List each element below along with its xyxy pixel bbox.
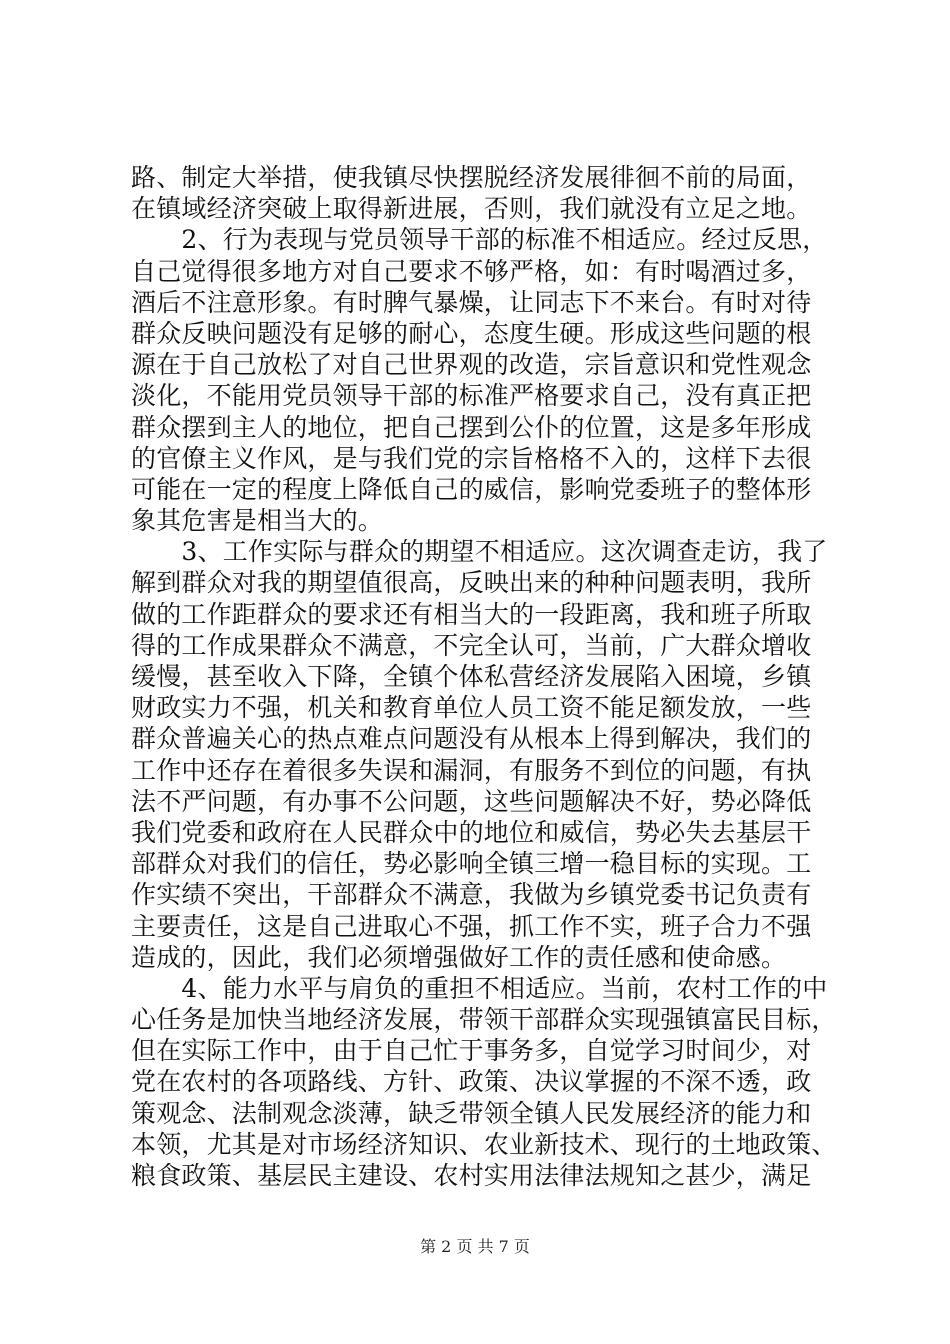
document-body: [131, 162, 837, 1191]
text-line: 源在于自己放松了对自己世界观的改造，宗旨意识和党性观念: [131, 350, 812, 380]
page-number-footer: 第 2 页 共 7 页: [420, 1237, 530, 1256]
text-line: 的官僚主义作风，是与我们党的宗旨格格不入的，这样下去很: [131, 443, 812, 473]
text-line: 3、工作实际与群众的期望不相适应。这次调查走访，我了: [131, 537, 828, 567]
text-line: 但在实际工作中，由于自己忙于事务多，自觉学习时间少，对: [131, 1036, 812, 1066]
text-line: 自己觉得很多地方对自己要求不够严格，如：有时喝酒过多，: [131, 256, 812, 286]
text-line: 策观念、法制观念淡薄，缺乏带领全镇人民发展经济的能力和: [131, 1098, 812, 1128]
text-line: 党在农村的各项路线、方针、政策、决议掌握的不深不透，政: [131, 1067, 812, 1097]
text-line: 解到群众对我的期望值很高，反映出来的种种问题表明，我所: [131, 568, 812, 598]
text-line: 得的工作成果群众不满意，不完全认可，当前，广大群众增收: [131, 630, 812, 660]
text-line: 路、制定大举措，使我镇尽快摆脱经济发展徘徊不前的局面，: [131, 163, 812, 192]
text-line: 作实绩不突出，干部群众不满意，我做为乡镇党委书记负责有: [131, 880, 812, 910]
text-line: 本领，尤其是对市场经济知识、农业新技术、现行的土地政策、: [131, 1129, 837, 1159]
text-line: 工作中还存在着很多失误和漏洞，有服务不到位的问题，有执: [131, 755, 812, 785]
text-line: 粮食政策、基层民主建设、农村实用法律法规知之甚少，满足: [131, 1161, 812, 1190]
text-line: 可能在一定的程度上降低自己的威信，影响党委班子的整体形: [131, 474, 812, 504]
text-line: 造成的，因此，我们必须增强做好工作的责任感和使命感。: [131, 942, 787, 972]
text-line: 群众反映问题没有足够的耐心，态度生硬。形成这些问题的根: [131, 318, 812, 348]
text-line: 酒后不注意形象。有时脾气暴燥，让同志下不来台。有时对待: [131, 287, 812, 317]
text-line: 我们党委和政府在人民群众中的地位和威信，势必失去基层干: [131, 817, 812, 847]
text-line: 象其危害是相当大的。: [131, 506, 384, 536]
text-line: 法不严问题，有办事不公问题，这些问题解决不好，势必降低: [131, 786, 812, 816]
text-line: 4、能力水平与肩负的重担不相适应。当前，农村工作的中: [131, 973, 828, 1003]
text-line: 2、行为表现与党员领导干部的标准不相适应。经过反思，: [131, 225, 828, 255]
text-line: 财政实力不强，机关和教育单位人员工资不能足额发放，一些: [131, 693, 812, 723]
text-line: 群众普遍关心的热点难点问题没有从根本上得到解决，我们的: [131, 724, 812, 754]
text-line: 淡化，不能用党员领导干部的标准严格要求自己，没有真正把: [131, 381, 812, 411]
text-line: 部群众对我们的信任，势必影响全镇三增一稳目标的实现。工: [131, 849, 812, 879]
text-line: 主要责任，这是自己进取心不强，抓工作不实，班子合力不强: [131, 911, 812, 941]
text-line: 做的工作距群众的要求还有相当大的一段距离，我和班子所取: [131, 599, 812, 629]
text-line: 心任务是加快当地经济发展，带领干部群众实现强镇富民目标，: [131, 1005, 837, 1035]
text-line: 在镇域经济突破上取得新进展，否则，我们就没有立足之地。: [131, 194, 812, 224]
text-line: 缓慢，甚至收入下降，全镇个体私营经济发展陷入困境，乡镇: [131, 662, 812, 691]
text-line: 群众摆到主人的地位，把自己摆到公仆的位置，这是多年形成: [131, 412, 812, 442]
